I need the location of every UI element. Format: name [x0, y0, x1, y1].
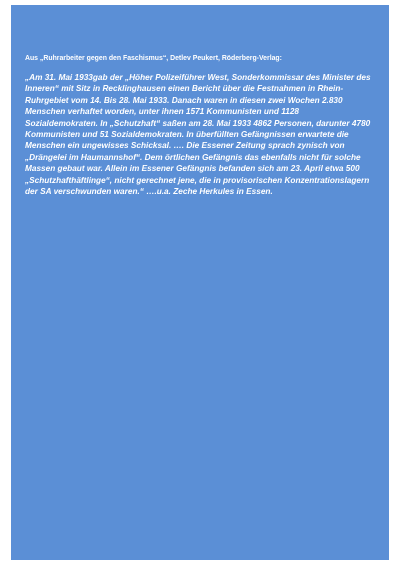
source-citation: Aus „Ruhrarbeiter gegen den Faschismus“, Detlev Peukert, Röderberg-Verlag: — [25, 55, 282, 62]
document-page — [11, 5, 389, 560]
quote-paragraph: „Am 31. Mai 1933gab der „Höher Polizeiführer West, Sonderkommissar des Minister des Inneren“ mit Sitz in Recklinghausen einen Bericht über die Festnahmen in Rhein-Ruhrgebiet vom 14. Bis 28. Mai 1933. Danach waren in diesen zwei Wochen 2.830 Menschen verhaftet worden, unter ihnen 1571 Kommunisten und 1128 Sozialdemokraten. In „Schutzhaft“ saßen am 28. Mai 1933 4862 Personen, darunter 4780 Kommunisten und 51 Sozialdemokraten. In überfüllten Gefängnissen erwartete die Menschen ein ungewisses Schicksal. …. Die Essener Zeitung sprach zynisch von „Drängelei im Haumannshof“. Dem örtlichen Gefängnis das ebenfalls nicht für solche Massen gebaut war. Allein im Essener Gefängnis befanden sich am 23. April etwa 500 „Schutzhafthäftlinge“, nicht gerechnet jene, die in provisorischen Konzentrationslagern der SA verschwunden waren.“ ….u.a. Zeche Herkules in Essen. — [25, 73, 371, 197]
